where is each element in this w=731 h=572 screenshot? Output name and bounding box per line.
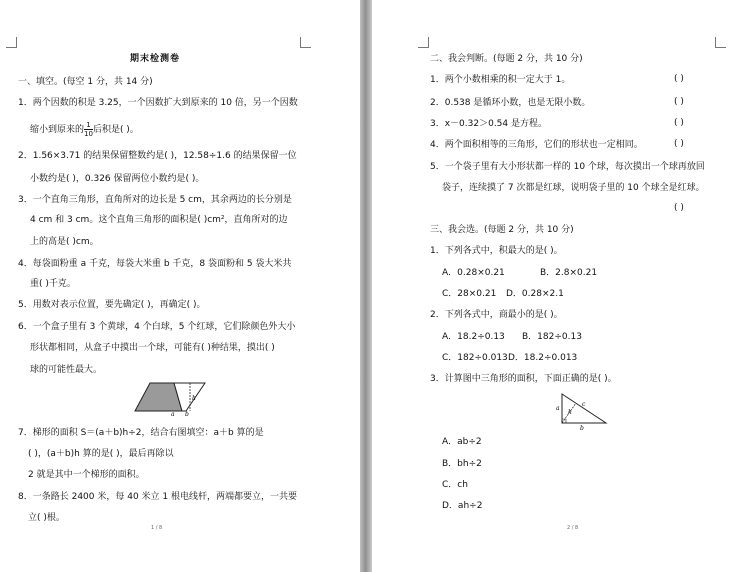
fraction-numerator: 1 (84, 121, 93, 130)
label-a: a (556, 405, 560, 412)
judge-4: 4．两个面积相等的三角形，它们的形状也一定相同。 (430, 140, 643, 150)
q8-line2: 立( )根。 (28, 513, 65, 523)
margin-corner-top-right (300, 37, 311, 48)
judge-5-line2: 袋子，连续摸了 7 次都是红球，说明袋子里的 10 个球全是红球。 (442, 183, 705, 193)
choice-3-c: C．ch (442, 480, 468, 490)
choice-1-d: D．0.28×2.1 (506, 289, 564, 299)
trapezoid-figure (130, 380, 210, 416)
choice-1-a: A．0.28×0.21 (442, 268, 505, 278)
fraction-denominator: 10 (84, 130, 93, 138)
choice-3-a: A．ab÷2 (442, 437, 482, 447)
choice-2-b: B．182÷0.13 (522, 332, 582, 342)
q1-line1: 1．两个因数的积是 3.25，一个因数扩大到原来的 10 倍，另一个因数 (18, 98, 298, 108)
choice-3-b: B．bh÷2 (442, 459, 482, 469)
judge-5-line1: 5．一个袋子里有大小形状都一样的 10 个球，每次摸出一个球再放回 (430, 162, 705, 172)
judge-1: 1．两个小数相乘的积一定大于 1。 (430, 75, 571, 85)
fraction (84, 121, 93, 138)
answer-paren-j4[interactable]: ( ) (674, 139, 684, 149)
choice-1-c: C．28×0.21 (442, 289, 497, 299)
section-heading-fill: 一、填空。(每空 1 分，共 14 分) (18, 77, 153, 87)
answer-paren-j5[interactable]: ( ) (674, 203, 684, 213)
choice-3: 3．计算图中三角形的面积，下面正确的是( )。 (430, 374, 617, 384)
q2-line1: 2．1.56×3.71 的结果保留整数约是( )，12.58÷1.6 的结果保留一位 (18, 151, 297, 161)
q4-line1: 4．每袋面粉重 a 千克，每袋大米重 b 千克，8 袋面粉和 5 袋大米共 (18, 259, 292, 269)
choice-1: 1．下列各式中，积最大的是( )。 (430, 246, 563, 256)
answer-paren-j3[interactable]: ( ) (674, 118, 684, 128)
judge-2: 2．0.538 是循环小数，也是无限小数。 (430, 98, 591, 108)
q5-line: 5．用数对表示位置，要先确定( )，再确定( )。 (18, 300, 206, 310)
answer-paren-j2[interactable]: ( ) (674, 97, 684, 107)
page-title: 期末检测卷 (130, 54, 181, 64)
label-a: a (171, 411, 175, 416)
label-h: h (192, 395, 196, 402)
page-number: 1 / 8 (151, 525, 163, 531)
q7-line2: ( )，(a＋b)h 算的是( )，最后再除以 (28, 449, 174, 459)
q3-line3: 上的高是( )cm。 (30, 237, 99, 247)
choice-2-d: D．18.2÷0.013 (508, 353, 578, 363)
q1-line2-start: 缩小到原来的 (30, 125, 85, 135)
q1-line2-end: 后积是( )。 (92, 125, 139, 135)
section-heading-judge: 二、我会判断。(每题 2 分，共 10 分) (430, 54, 583, 64)
triangle-figure (554, 390, 616, 432)
q8-line1: 8．一条路长 2400 米，每 40 米立 1 根电线杆，两端都要立，一共要 (18, 492, 297, 502)
page-number: 2 / 8 (567, 525, 579, 531)
q7-line1: 7．梯形的面积 S＝(a＋b)h÷2，结合右图填空：a＋b 算的是 (18, 428, 264, 438)
page-right (372, 0, 731, 572)
label-b: b (580, 425, 584, 432)
q1-line2 (30, 120, 139, 140)
label-h: h (568, 409, 572, 416)
page-left (0, 0, 360, 572)
label-c: c (582, 401, 586, 408)
q3-line1: 3．一个直角三角形，直角所对的边长是 5 cm，其余两边的长分别是 (18, 195, 292, 205)
margin-corner-top-left (6, 37, 17, 48)
q6-line1: 6．一个盒子里有 3 个黄球，4 个白球，5 个红球，它们除颜色外大小 (18, 322, 296, 332)
q3-line2: 4 cm 和 3 cm。这个直角三角形的面积是( )cm²，直角所对的边 (30, 215, 288, 225)
choice-3-d: D．ah÷2 (442, 501, 483, 511)
page-separator (360, 0, 372, 572)
choice-2-c: C．182÷0.013 (442, 353, 508, 363)
choice-2-a: A．18.2÷0.13 (442, 332, 505, 342)
margin-corner-top-right (715, 37, 726, 48)
choice-1-b: B．2.8×0.21 (540, 268, 598, 278)
q6-line2: 形状都相同，从盒子中摸出一个球，可能有( )种结果，摸出( ) (30, 343, 275, 353)
label-b: b (185, 411, 189, 416)
choice-2: 2．下列各式中，商最小的是( )。 (430, 310, 563, 320)
q4-line2: 重( )千克。 (30, 279, 76, 289)
q7-line3: 2 就是其中一个梯形的面积。 (28, 470, 145, 480)
answer-paren-j1[interactable]: ( ) (674, 74, 684, 84)
q2-line2: 小数约是( )，0.326 保留两位小数约是( )。 (30, 174, 205, 184)
section-heading-choose: 三、我会选。(每题 2 分，共 10 分) (430, 225, 574, 235)
margin-corner-top-left (418, 37, 429, 48)
q6-line3: 球的可能性最大。 (30, 365, 103, 375)
judge-3: 3．x－0.32＞0.54 是方程。 (430, 119, 547, 129)
